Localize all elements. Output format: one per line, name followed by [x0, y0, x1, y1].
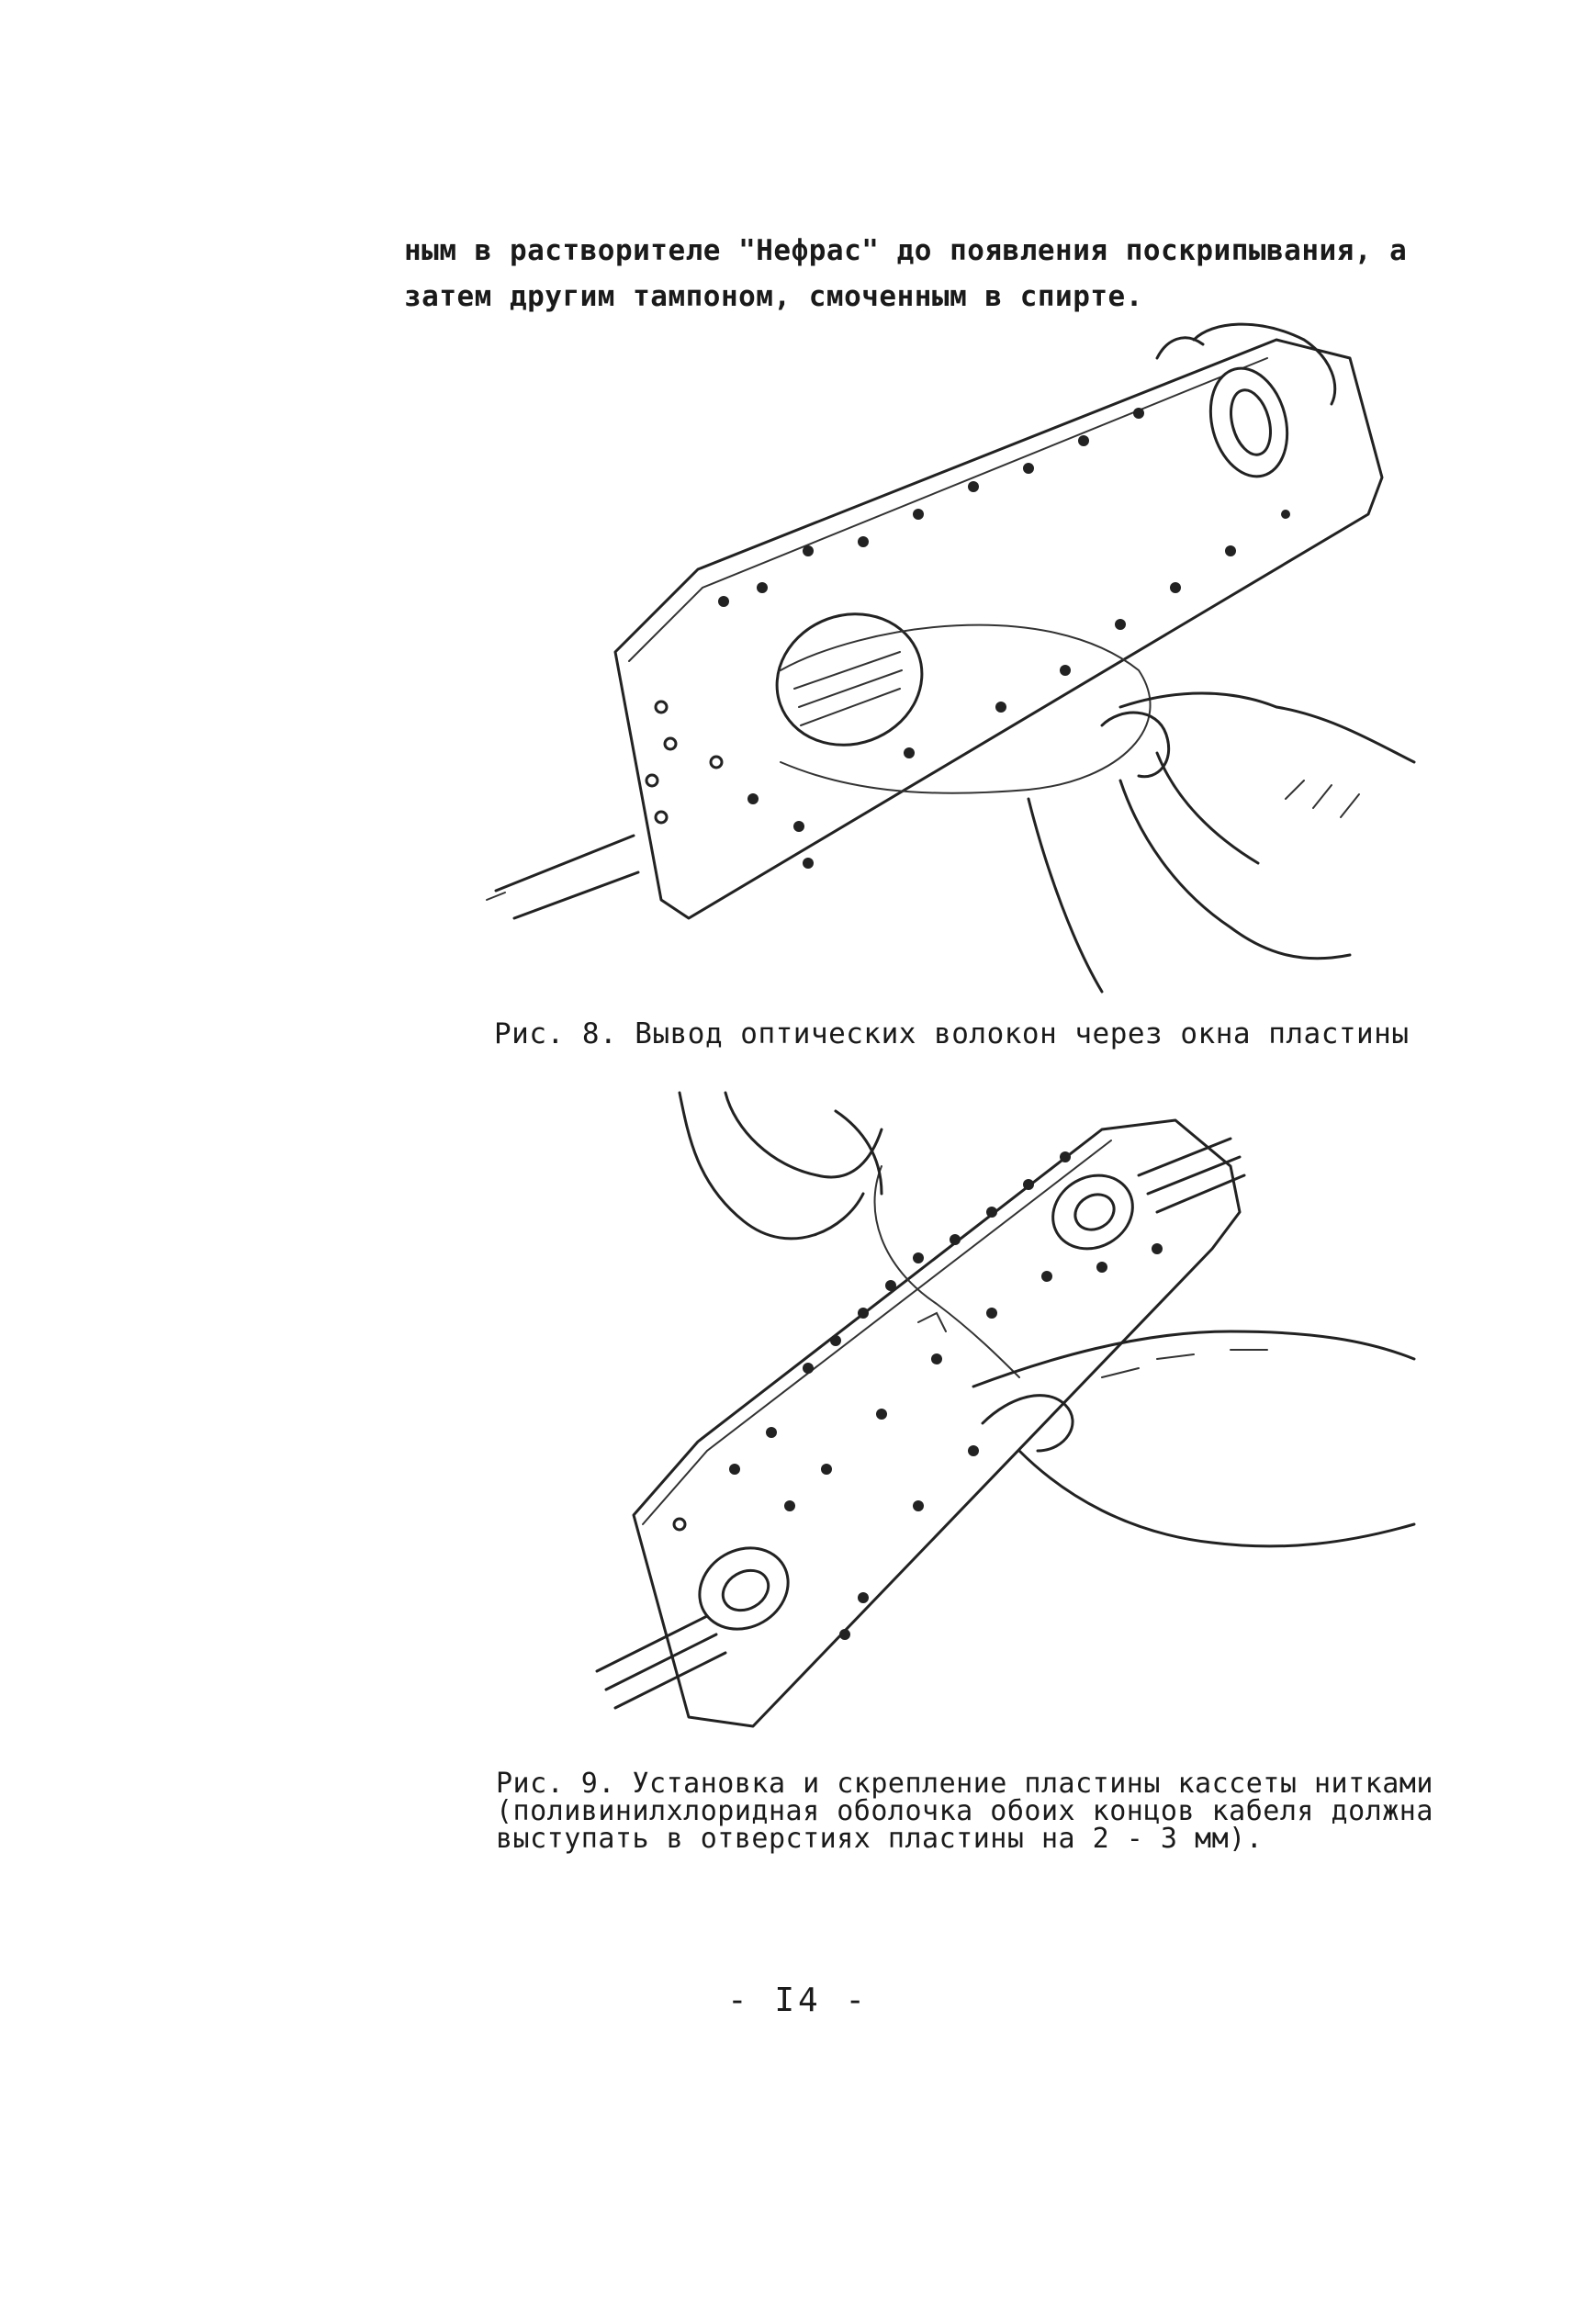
- caption-line: Рис. 9. Установка и скрепление пластины кассеты нитками: [496, 1768, 1433, 1800]
- body-paragraph: [404, 228, 1460, 320]
- figure-9-caption: [496, 1770, 1524, 1853]
- caption-line: (поливинилхлоридная оболочка обоих концов кабеля должна: [496, 1795, 1433, 1827]
- caption-line: выступать в отверстиях пластины на 2 - 3 мм).: [496, 1823, 1264, 1855]
- figure-8-caption: Рис. 8. Вывод оптических волокон через окна пластины: [494, 1017, 1410, 1050]
- figure-8-illustration: [478, 321, 1433, 1001]
- plate-holes: [646, 408, 1290, 869]
- paragraph-line: ным в растворителе "Нефрас" до появления поскрипывания, а: [404, 234, 1408, 267]
- paragraph-line: затем другим тампоном, смоченным в спирте.: [404, 280, 1143, 313]
- figure-9-illustration: [588, 1084, 1506, 1754]
- page-number: - I4 -: [726, 1982, 870, 2019]
